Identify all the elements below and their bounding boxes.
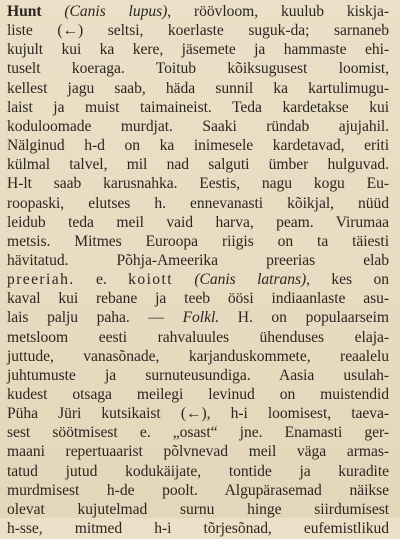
text-line bbox=[7, 2, 389, 22]
text-run: metsis. Mitmes Euroopa riigis on ta täiesti bbox=[7, 232, 389, 250]
text-run bbox=[173, 271, 194, 288]
text-run: e. bbox=[74, 271, 129, 289]
text-line bbox=[7, 328, 389, 348]
spaced-term: preeriah. bbox=[7, 271, 75, 289]
text-line bbox=[7, 98, 389, 118]
text-line bbox=[7, 21, 389, 41]
text-run: murdmisest h-de poolt. Algupärasemad näikse bbox=[7, 481, 389, 499]
text-line bbox=[7, 194, 389, 214]
text-run: tatud jutud kodukäijate, tontide ja kuradite bbox=[7, 462, 389, 480]
text-run: olevat kujutelmad surnu hinge siirdumisest bbox=[7, 500, 389, 518]
text-run: kellest jagu saab, häda sunnil ka kartulimugu- bbox=[7, 79, 389, 97]
text-run: , röövloom, kuulub kiskja- bbox=[167, 3, 389, 20]
text-line bbox=[7, 404, 389, 424]
text-run: juhtumuste ja surnuteusundiga. Aasia usulah- bbox=[7, 366, 389, 384]
text-line bbox=[7, 481, 389, 501]
text-run: roopaski, elutses h. ennevanasti kõikjal, nüüd bbox=[7, 194, 389, 212]
text-line bbox=[7, 500, 389, 520]
text-line bbox=[7, 174, 389, 194]
text-run: külmal talvel, mil nad salguti ümber hulguvad. bbox=[7, 156, 389, 174]
text-run: lais palju paha. — bbox=[7, 309, 183, 327]
text-run: H. on populaarseim bbox=[219, 309, 389, 327]
latin-name: Folkl. bbox=[182, 309, 220, 327]
text-line bbox=[7, 59, 389, 79]
text-line bbox=[7, 519, 389, 539]
text-run: H-lt saab karusnahka. Eestis, nagu kogu Eu- bbox=[7, 175, 389, 193]
text-run: leidub teda meil vaid harva, peam. Virumaa bbox=[7, 213, 389, 231]
text-line bbox=[7, 366, 389, 386]
text-run: liste (←) seltsi, koerlaste suguk-da; sarnaneb bbox=[7, 22, 389, 40]
text-line bbox=[7, 347, 389, 367]
latin-name: (Canis lupus) bbox=[64, 3, 168, 20]
text-line bbox=[7, 270, 389, 290]
text-line bbox=[7, 232, 389, 252]
text-run: Püha Jüri kutsikaist (←), h-i loomisest, taeva- bbox=[7, 405, 389, 423]
text-run: kudest otsaga meilegi levinud on muistendid bbox=[7, 386, 389, 403]
text-run: metsloom eesti rahvaluules ühenduses elaja- bbox=[7, 328, 389, 346]
text-line bbox=[7, 155, 389, 175]
text-line bbox=[7, 462, 389, 482]
text-line bbox=[7, 251, 389, 271]
text-run: kujult kui ka kere, jäsemete ja hammaste ehi- bbox=[7, 41, 389, 59]
text-run: laist ja muist taimaineist. Teda kardetakse kui bbox=[7, 98, 389, 116]
latin-name: (Canis latrans) bbox=[194, 271, 307, 289]
text-run: , kes on bbox=[306, 271, 389, 289]
text-run: hävitatud. Põhja-Ameerika preerias elab bbox=[7, 251, 389, 269]
text-run: koduloomade murdjat. Saaki ründab ajujahil. bbox=[7, 117, 389, 135]
text-run: maani repertuaarist põlvnevad meil väga armas- bbox=[7, 443, 389, 461]
text-line bbox=[7, 117, 389, 137]
text-line bbox=[7, 423, 389, 443]
text-run: juttude, vanasõnade, karjanduskommete, reaalelu bbox=[7, 347, 389, 365]
text-line bbox=[7, 79, 389, 99]
text-line bbox=[7, 213, 389, 233]
text-run: kaval kui rebane ja teeb öösi indiaanlaste asu- bbox=[7, 290, 389, 308]
text-run: sest söötmisest e. „osast“ jne. Enamasti ger- bbox=[7, 424, 389, 442]
text-line bbox=[7, 442, 389, 462]
text-line bbox=[7, 308, 389, 328]
text-run: tuselt koeraga. Toitub kõiksugusest loomist, bbox=[7, 60, 389, 78]
text-run: h-sse, mitmed h-i tõrjesõnad, eufemistlikud bbox=[7, 520, 389, 538]
text-line bbox=[7, 40, 389, 60]
text-run bbox=[41, 3, 64, 20]
text-run: Nälginud h-d on ka inimesele kardetavad, eriti bbox=[7, 137, 389, 155]
text-line bbox=[7, 385, 389, 405]
spaced-term: koiott bbox=[128, 271, 173, 289]
text-line bbox=[7, 289, 389, 309]
text-line bbox=[7, 136, 389, 156]
headword: Hunt bbox=[7, 3, 42, 20]
